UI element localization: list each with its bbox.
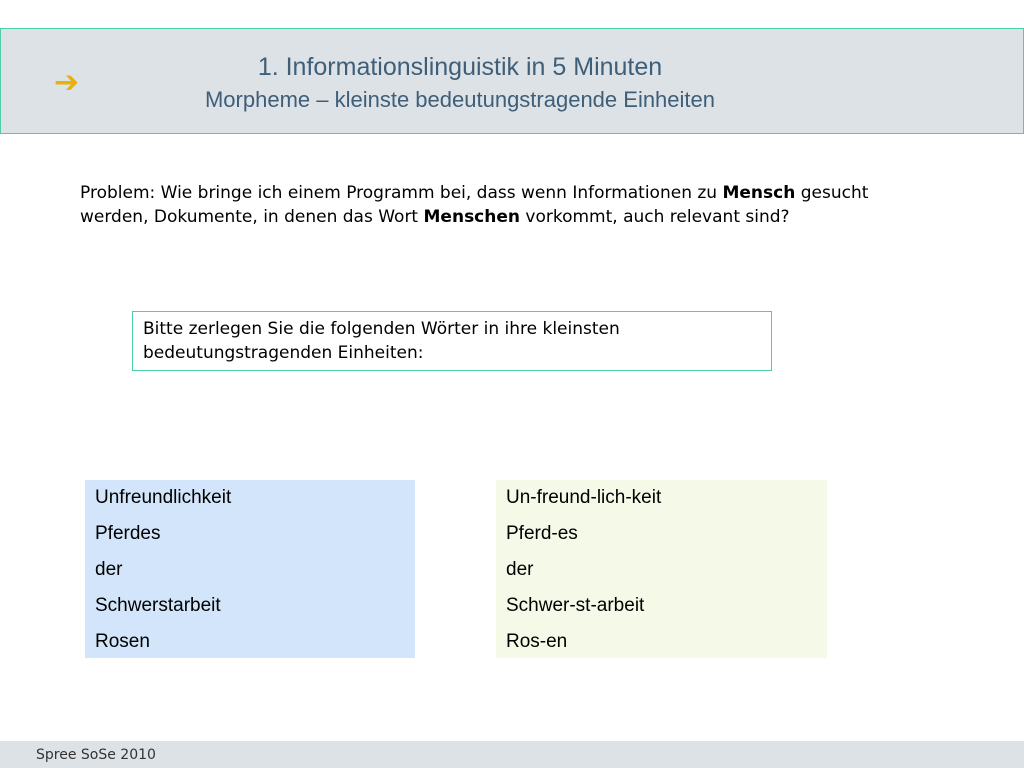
task-box (132, 311, 772, 371)
word-item: Pferdes (95, 523, 161, 544)
problem-text-3: vorkommt, auch relevant sind? (520, 207, 790, 227)
problem-statement (80, 181, 880, 229)
segmented-item: der (506, 559, 534, 580)
problem-text-1: Problem: Wie bringe ich einem Programm bei, dass wenn Informationen zu (80, 183, 723, 203)
footer-text: Spree SoSe 2010 (36, 747, 156, 763)
word-item: Unfreundlichkeit (95, 487, 232, 508)
problem-bold-menschen: Menschen (423, 207, 520, 227)
word-item: Rosen (95, 631, 150, 652)
task-text: Bitte zerlegen Sie die folgenden Wörter in ihre kleinsten bedeutungstragenden Einheiten: (143, 319, 620, 363)
segmented-column (496, 480, 827, 658)
segmented-item: Ros-en (506, 631, 568, 652)
word-item: Schwerstarbeit (95, 595, 221, 616)
segmented-item: Pferd-es (506, 523, 578, 544)
slide-subtitle: Morpheme – kleinste bedeutungstragende Einheiten (204, 87, 716, 112)
segmented-item: Un-freund-lich-keit (506, 487, 662, 508)
segmented-item: Schwer-st-arbeit (506, 595, 645, 616)
problem-text-2: gesucht werden, Dokumente, in denen das Wort (80, 183, 869, 227)
problem-bold-mensch: Mensch (722, 183, 796, 203)
slide-footer (0, 741, 1024, 768)
word-item: der (95, 559, 123, 580)
arrow-right-icon: ➔ (54, 65, 80, 100)
words-column (85, 480, 415, 658)
slide-title: 1. Informationslinguistik in 5 Minuten (257, 53, 663, 81)
